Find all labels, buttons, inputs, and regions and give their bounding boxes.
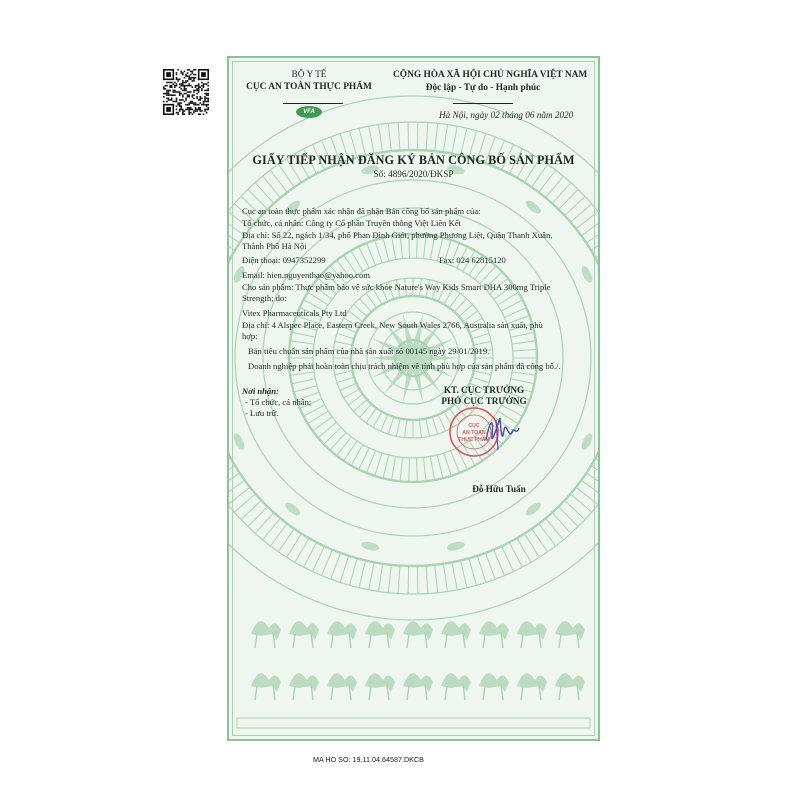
address-line-2: Thành Phố Hà Nội [242, 241, 307, 251]
motto-underline [453, 103, 513, 104]
product-line-1: Cho sản phẩm: Thực phẩm bảo vệ sức khỏe Nature's Way Kids Smart DHA 300mg Triple [242, 282, 551, 292]
signer-role-2: PHÓ CỤC TRƯỞNG [441, 396, 527, 406]
organization-line: Tổ chức, cá nhân: Công ty Cổ phần Truyền thông Việt Liên Kết [242, 218, 462, 228]
manufacturer-line: Vitex Pharmaceuticals Pty Ltd [242, 308, 347, 318]
stamp-text-1: CỤC [468, 423, 480, 429]
document-number: Số: 4896/2020/ĐKSP [373, 169, 454, 179]
product-line-2: Strength; do: [242, 293, 287, 303]
recipients-label: Nơi nhận: [242, 386, 279, 396]
standard-line: Bản tiêu chuẩn sản phẩm của nhà sản xuất số 00145 ngày 29/01/2019. [248, 346, 490, 356]
dossier-code: MA HO SO: 19.11.04.64587.DKCB [313, 755, 424, 764]
document-title: GIẤY TIẾP NHẬN ĐĂNG KÝ BẢN CÔNG BỐ SẢN PHẨM [252, 153, 575, 167]
date-line: Hà Nội, ngày 02 tháng 06 năm 2020 [439, 110, 574, 120]
agency-underline [283, 103, 343, 104]
fax-line: Fax: 024 62815120 [439, 255, 506, 265]
country-name: CỘNG HÒA XÃ HỘI CHỦ NGHĨA VIỆT NAM [393, 70, 588, 80]
responsibility-line: Doanh nghiệp phải hoàn toàn chịu trách nhiệm về tính phù hợp của sản phẩm đã công bố./. [248, 361, 561, 371]
signer-name: Đỗ Hữu Tuấn [472, 484, 526, 494]
agency-name: CỤC AN TOÀN THỰC PHẨM [246, 82, 372, 92]
certificate-sheet [227, 56, 600, 741]
signer-role-1: KT. CỤC TRƯỞNG [443, 385, 525, 395]
vfa-logo: VFA [296, 106, 322, 118]
manufacturer-address-2: hợp: [242, 331, 258, 341]
manufacturer-address-1: Địa chỉ: 4 Alspec Place, Eastern Creek, New South Wales 2766, Australia sản xuất, phù [242, 320, 543, 330]
phone-line: Điện thoại: 0947352299 [242, 255, 326, 265]
recipient-item: - Lưu trữ. [245, 408, 279, 418]
stamp-text-3: THỰC PHẨM [458, 437, 490, 443]
intro-line: Cục an toàn thực phẩm xác nhận đã nhận Bản công bố sản phẩm của: [242, 206, 481, 216]
recipient-item: - Tổ chức, cá nhân; [245, 397, 312, 407]
qr-code [163, 69, 209, 115]
signature [482, 410, 522, 454]
stamp-text-2: AN TOÀN [462, 430, 486, 436]
national-motto: Độc lập - Tự do - Hạnh phúc [425, 83, 541, 93]
email-line: Email: hien.nguyenthao@yahoo.com [242, 270, 370, 280]
address-line-1: Địa chỉ: Số 22, ngách 1/34, phố Phan Đình Giót, phường Phương Liệt, Quận Thanh Xuân, [242, 230, 553, 240]
ministry-name: BỘ Y TẾ [291, 70, 327, 80]
